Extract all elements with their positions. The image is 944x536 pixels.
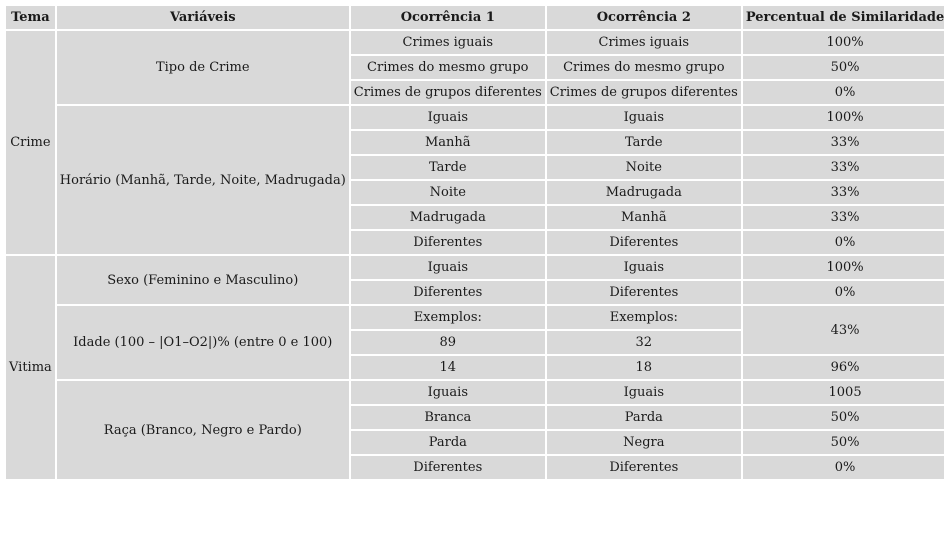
variavel-raca: Raça (Branco, Negro e Pardo) [57,381,349,479]
variavel-tipo-crime: Tipo de Crime [57,31,349,104]
ocorrencia-1-cell: Crimes iguais [351,31,545,54]
ocorrencia-2-cell: Tarde [547,131,741,154]
ocorrencia-1-cell: Tarde [351,156,545,179]
header-variaveis: Variáveis [57,6,349,29]
header-tema: Tema [6,6,55,29]
percentual-cell: 33% [743,131,944,154]
ocorrencia-1-cell: Parda [351,431,545,454]
ocorrencia-2-cell: Manhã [547,206,741,229]
ocorrencia-2-cell: Negra [547,431,741,454]
ocorrencia-1-cell: Iguais [351,256,545,279]
percentual-cell: 33% [743,181,944,204]
ocorrencia-1-cell: 89 [351,331,545,354]
ocorrencia-1-cell: Crimes do mesmo grupo [351,56,545,79]
percentual-cell: 43% [743,306,944,354]
ocorrencia-2-cell: Noite [547,156,741,179]
ocorrencia-2-cell: 18 [547,356,741,379]
ocorrencia-2-cell: Crimes de grupos diferentes [547,81,741,104]
ocorrencia-2-cell: Diferentes [547,231,741,254]
percentual-cell: 96% [743,356,944,379]
percentual-cell: 100% [743,256,944,279]
ocorrencia-2-cell: Parda [547,406,741,429]
ocorrencia-2-cell: Iguais [547,256,741,279]
percentual-cell: 50% [743,56,944,79]
table-row [6,306,944,329]
similarity-table [4,4,944,481]
ocorrencia-2-cell: Exemplos: [547,306,741,329]
ocorrencia-1-cell: Iguais [351,106,545,129]
ocorrencia-1-cell: Diferentes [351,456,545,479]
percentual-cell: 33% [743,156,944,179]
ocorrencia-2-cell: Diferentes [547,281,741,304]
percentual-cell: 33% [743,206,944,229]
variavel-horario: Horário (Manhã, Tarde, Noite, Madrugada) [57,106,349,254]
header-row [6,6,944,29]
table-row [6,381,944,404]
ocorrencia-1-cell: Crimes de grupos diferentes [351,81,545,104]
ocorrencia-2-cell: 32 [547,331,741,354]
header-percentual: Percentual de Similaridade [743,6,944,29]
header-ocorrencia-2: Ocorrência 2 [547,6,741,29]
percentual-cell: 100% [743,106,944,129]
percentual-cell: 1005 [743,381,944,404]
table-row [6,256,944,279]
percentual-cell: 50% [743,431,944,454]
percentual-cell: 0% [743,81,944,104]
percentual-cell: 0% [743,281,944,304]
variavel-idade: Idade (100 – |O1–O2|)% (entre 0 e 100) [57,306,349,379]
header-ocorrencia-1: Ocorrência 1 [351,6,545,29]
ocorrencia-1-cell: Diferentes [351,231,545,254]
ocorrencia-1-cell: Exemplos: [351,306,545,329]
table-row [6,106,944,129]
percentual-cell: 0% [743,456,944,479]
variavel-sexo: Sexo (Feminino e Masculino) [57,256,349,304]
percentual-cell: 50% [743,406,944,429]
percentual-cell: 100% [743,31,944,54]
ocorrencia-2-cell: Madrugada [547,181,741,204]
ocorrencia-2-cell: Diferentes [547,456,741,479]
table-row [6,31,944,54]
ocorrencia-1-cell: 14 [351,356,545,379]
ocorrencia-2-cell: Crimes do mesmo grupo [547,56,741,79]
tema-crime: Crime [6,31,55,254]
ocorrencia-1-cell: Manhã [351,131,545,154]
ocorrencia-1-cell: Noite [351,181,545,204]
tema-vitima: Vitima [6,256,55,479]
ocorrencia-2-cell: Iguais [547,106,741,129]
percentual-cell: 0% [743,231,944,254]
ocorrencia-1-cell: Iguais [351,381,545,404]
ocorrencia-1-cell: Branca [351,406,545,429]
ocorrencia-2-cell: Iguais [547,381,741,404]
ocorrencia-2-cell: Crimes iguais [547,31,741,54]
ocorrencia-1-cell: Diferentes [351,281,545,304]
ocorrencia-1-cell: Madrugada [351,206,545,229]
